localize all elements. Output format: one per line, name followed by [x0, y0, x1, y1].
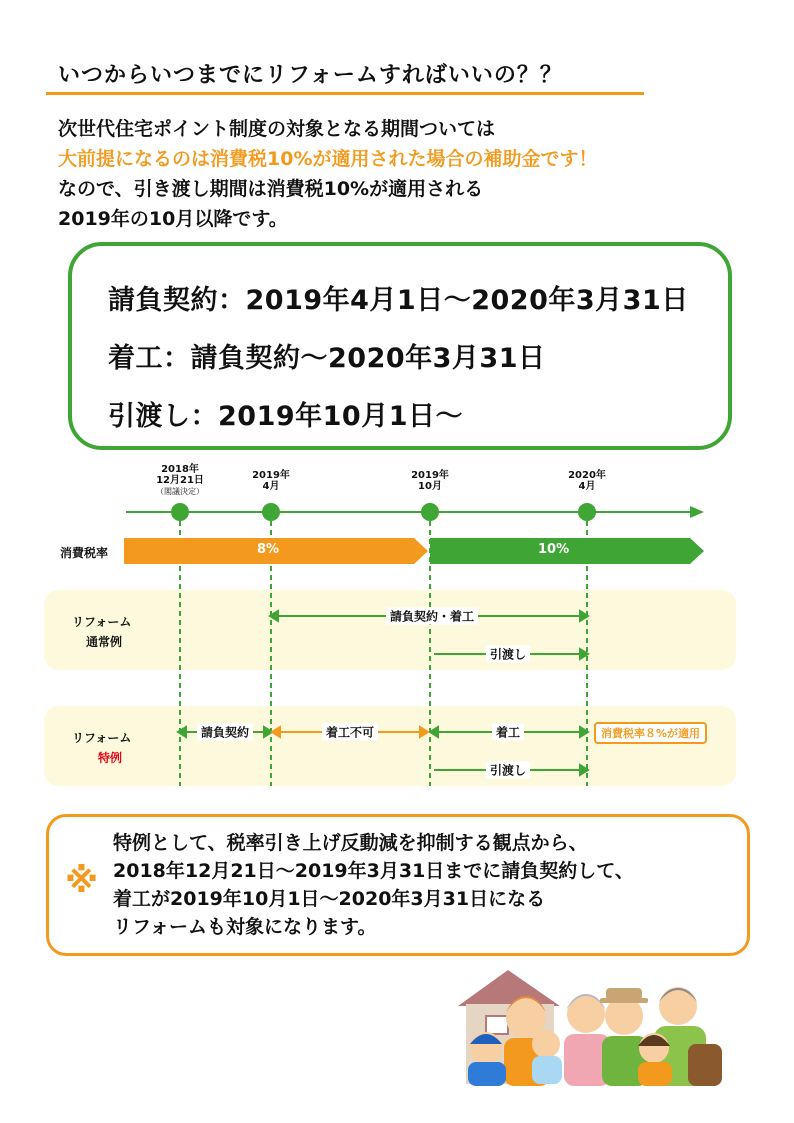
special-construction-label: 着工 [492, 724, 524, 741]
timeline-label-2020-04: 2020年 4月 [568, 470, 606, 492]
note-line-2: 2018年12月21日～2019年3月31日までに請負契約して、 [113, 860, 634, 882]
timeline-label-2019-04: 2019年 4月 [252, 470, 290, 492]
special-contract-label: 請負契約 [197, 724, 253, 741]
normal-case-label: リフォーム 通常例 [72, 615, 132, 649]
normal-delivery-label: 引渡し [486, 646, 530, 663]
special-case-label: リフォーム 特例 [72, 731, 132, 765]
normal-contract-label: 請負契約・着工 [386, 608, 478, 625]
special-no-construction-label: 着工不可 [322, 724, 378, 741]
tax-8-label: 8% [257, 542, 280, 557]
special-delivery-label: 引渡し [486, 762, 530, 779]
special-note-box [46, 814, 750, 956]
delivery-period: 引渡し：2019年10月1日～ [108, 401, 464, 432]
timeline-dot-2018-12 [171, 503, 189, 521]
timeline-arrowhead [690, 506, 704, 518]
tax-rate-label: 消費税率 [60, 546, 109, 560]
intro-line-4: 2019年の10月以降です。 [58, 208, 288, 230]
intro-line-2: 大前提になるのは消費税10%が適用された場合の補助金です！ [58, 148, 598, 170]
intro-line-3: なので、引き渡し期間は消費税10%が適用される [58, 178, 484, 200]
note-line-4: リフォームも対象になります。 [113, 916, 377, 938]
construction-period: 着工：請負契約～2020年3月31日 [108, 343, 546, 374]
timeline-dot-2019-04 [262, 503, 280, 521]
note-line-3: 着工が2019年10月1日～2020年3月31日になる [113, 888, 546, 910]
special-tax-tag: 消費税率８%が適用 [594, 722, 707, 744]
timeline-label-2019-10: 2019年 10月 [411, 470, 449, 492]
page-title: いつからいつまでにリフォームすればいいの？？ [58, 63, 563, 88]
tax-10-label: 10% [538, 542, 570, 557]
note-line-1: 特例として、税率引き上げ反動減を抑制する観点から、 [113, 832, 588, 854]
timeline-label-2018-12: 2018年 12月21日 （閣議決定） [156, 464, 204, 496]
timeline-dot-2020-04 [578, 503, 596, 521]
note-text [113, 829, 634, 941]
intro-line-1: 次世代住宅ポイント制度の対象となる期間ついては [58, 118, 496, 140]
note-mark: ※ [65, 861, 99, 901]
timeline-dot-2019-10 [421, 503, 439, 521]
contract-period: 請負契約：2019年4月1日～2020年3月31日 [108, 285, 689, 316]
family-illustration [448, 966, 728, 1086]
